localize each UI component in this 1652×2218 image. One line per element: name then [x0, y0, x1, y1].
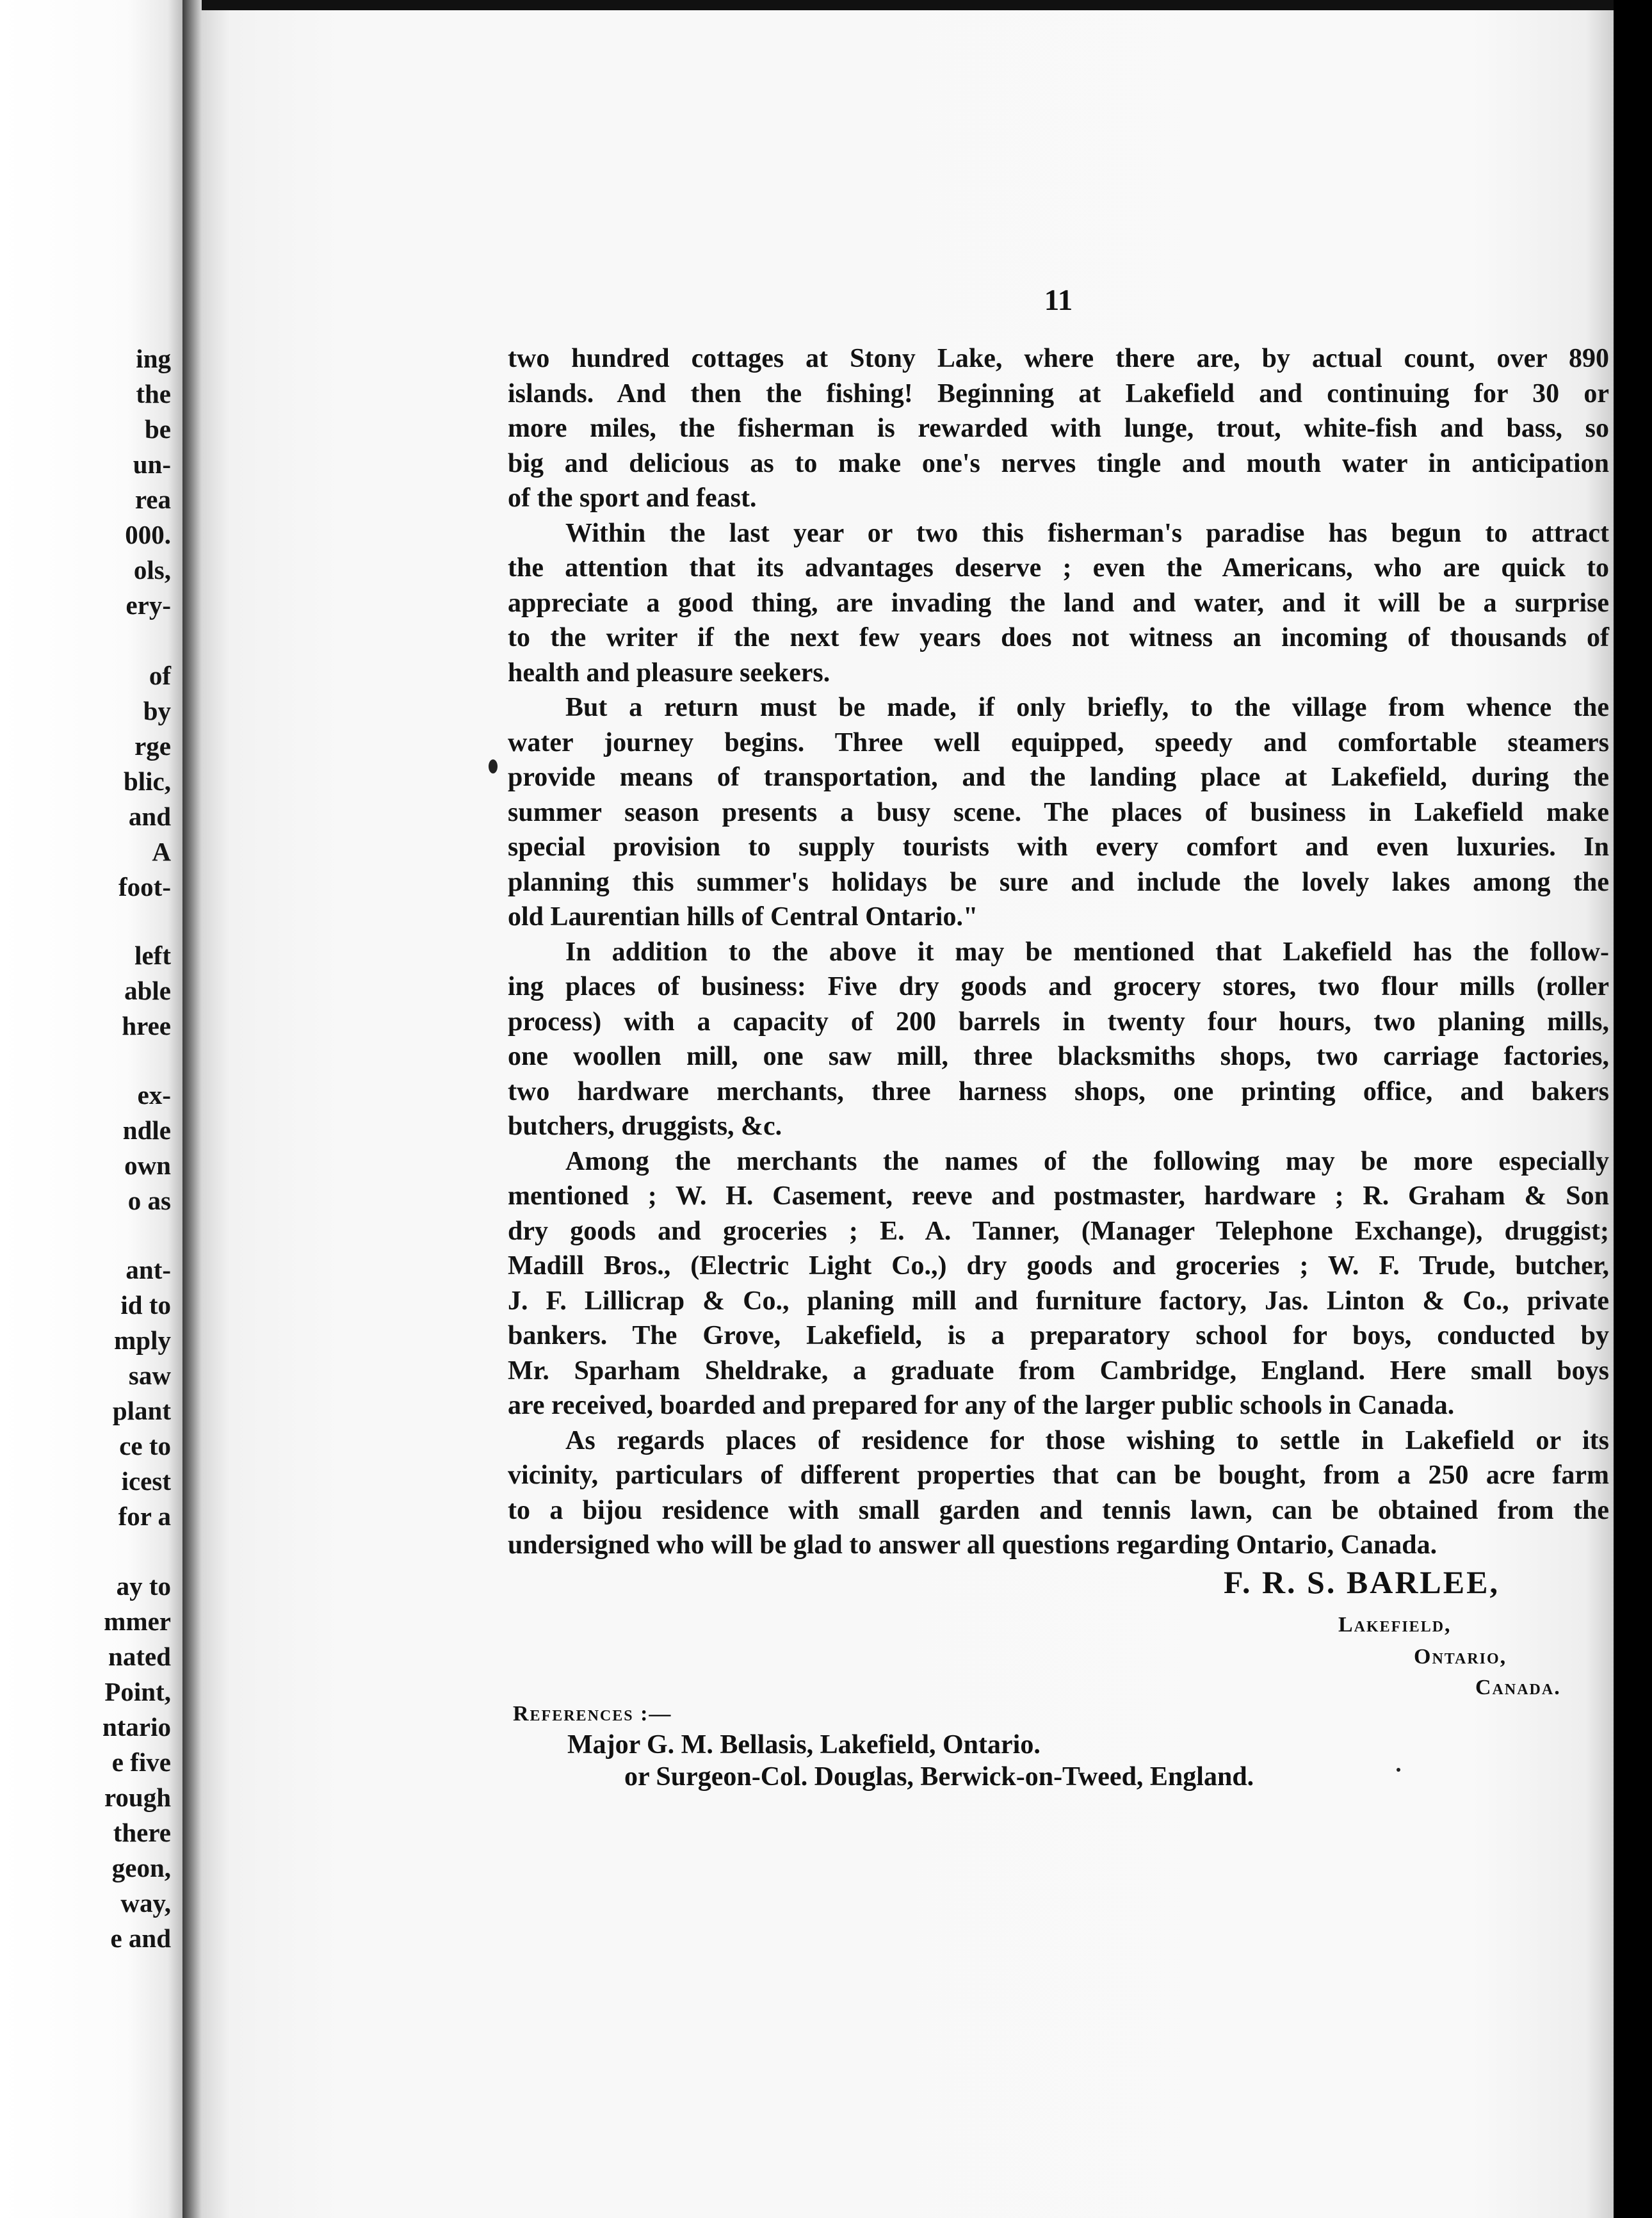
- text-line: to the writer if the next few years does not witness an incoming of thousands of: [508, 623, 1609, 652]
- text-line: mentioned ; W. H. Casement, reeve and postmaster, hardware ; R. Graham & Son: [508, 1181, 1609, 1211]
- text-line: ing places of business: Five dry goods and grocery stores, two flour mills (roller: [508, 972, 1609, 1001]
- left-page-fragment: geon,: [111, 1853, 171, 1882]
- left-page-fragment: id to: [120, 1290, 171, 1320]
- left-page-fragment: there: [113, 1818, 171, 1847]
- left-page-fragment: the: [136, 379, 171, 409]
- left-page-fragment: 000.: [125, 520, 171, 549]
- reference-line-2: or Surgeon-Col. Douglas, Berwick-on-Tweed, England.: [624, 1762, 1254, 1792]
- text-line: In addition to the above it may be mentioned that Lakefield has the follow-: [565, 937, 1609, 967]
- text-line: to a bijou residence with small garden and tennis lawn, can be obtained from the: [508, 1495, 1609, 1525]
- reference-line-1: Major G. M. Bellasis, Lakefield, Ontario.: [567, 1730, 1041, 1760]
- left-page-fragment: blic,: [123, 766, 171, 796]
- text-line: butchers, druggists, &c.: [508, 1112, 782, 1141]
- page-number: 11: [1044, 284, 1073, 317]
- left-page-fragment: nated: [108, 1642, 171, 1671]
- text-line: bankers. The Grove, Lakefield, is a preparatory school for boys, conducted by: [508, 1321, 1609, 1350]
- left-page-fragment: own: [124, 1151, 171, 1180]
- text-line: As regards places of residence for those wishing to settle in Lakefield or its: [565, 1425, 1609, 1455]
- left-page-fragment: able: [124, 976, 171, 1005]
- left-page-fragment: icest: [121, 1466, 171, 1496]
- text-line: two hardware merchants, three harness shops, one printing office, and bakers: [508, 1076, 1609, 1106]
- text-line: two hundred cottages at Stony Lake, where there are, by actual count, over 890: [508, 344, 1609, 373]
- ink-speck: [1397, 1768, 1400, 1772]
- left-page-fragment: ant-: [126, 1255, 171, 1284]
- page-gutter: [182, 0, 202, 2218]
- left-page-fragment: by: [143, 696, 171, 725]
- left-page-fragment: rge: [134, 731, 171, 761]
- text-line: Madill Bros., (Electric Light Co.,) dry goods and groceries ; W. F. Trude, butcher,: [508, 1251, 1609, 1281]
- left-page-fragment: left: [134, 941, 171, 970]
- text-line: islands. And then the fishing! Beginning at Lakefield and continuing for 30 or: [508, 378, 1609, 409]
- signature-country: Canada.: [1475, 1676, 1561, 1699]
- references-heading: References :—: [513, 1702, 672, 1726]
- left-page-fragment: rea: [134, 485, 171, 514]
- text-line: more miles, the fisherman is rewarded with lunge, trout, white-fish and bass, so: [508, 414, 1609, 443]
- text-line: vicinity, particulars of different properties that can be bought, from a 250 acre farm: [508, 1461, 1609, 1490]
- left-page-fragment: e and: [110, 1923, 171, 1953]
- left-page-fragment: ery-: [126, 590, 171, 620]
- left-page-fragment: rough: [104, 1783, 171, 1812]
- text-line: provide means of transportation, and the landing place at Lakefield, during the: [508, 763, 1609, 792]
- left-page-fragment: hree: [122, 1011, 171, 1040]
- left-page-fragment: mmer: [104, 1607, 171, 1636]
- text-line: of the sport and feast.: [508, 483, 757, 513]
- left-page-fragment: ols,: [133, 555, 171, 585]
- left-page-fragment: ce to: [119, 1431, 171, 1461]
- signature-town: Lakefield,: [1338, 1613, 1452, 1637]
- left-page-fragment: A: [152, 837, 171, 866]
- left-page-fragment: of: [149, 661, 171, 690]
- left-page-fragment: and: [128, 802, 171, 831]
- text-line: undersigned who will be glad to answer all questions regarding Ontario, Canada.: [508, 1530, 1437, 1560]
- body-text: [508, 341, 1609, 1563]
- left-page-fragment: un-: [133, 449, 171, 479]
- left-page-fragment: ing: [136, 344, 171, 373]
- document-page: [202, 0, 1614, 2218]
- text-line: process) with a capacity of 200 barrels in twenty four hours, two planing mills,: [508, 1007, 1609, 1037]
- text-line: special provision to supply tourists with every comfort and even luxuries. In: [508, 832, 1609, 862]
- text-line: Mr. Sparham Sheldrake, a graduate from Cambridge, England. Here small boys: [508, 1356, 1609, 1386]
- left-page-fragment: ex-: [137, 1080, 171, 1110]
- text-line: But a return must be made, if only briefly, to the village from whence the: [565, 693, 1609, 722]
- left-page-fragment: be: [145, 414, 171, 444]
- left-page-fragment: o as: [127, 1186, 171, 1215]
- text-line: Among the merchants the names of the following may be more especially: [565, 1146, 1609, 1176]
- text-line: one woollen mill, one saw mill, three blacksmiths shops, two carriage factories,: [508, 1042, 1609, 1071]
- left-page-fragment: ntario: [102, 1712, 171, 1742]
- left-page-fragment: ndle: [122, 1115, 171, 1145]
- left-page-fragment: Point,: [104, 1677, 171, 1706]
- text-line: Within the last year or two this fisherman's paradise has begun to attract: [565, 518, 1609, 548]
- text-line: planning this summer's holidays be sure and include the lovely lakes among the: [508, 867, 1609, 897]
- left-page-fragment: foot-: [118, 872, 171, 902]
- left-page-fragment: mply: [114, 1325, 171, 1355]
- text-line: are received, boarded and prepared for any of the larger public schools in Canada.: [508, 1391, 1455, 1420]
- left-page-fragment: plant: [112, 1396, 171, 1425]
- text-line: J. F. Lillicrap & Co., planing mill and furniture factory, Jas. Linton & Co., private: [508, 1286, 1609, 1316]
- left-page-fragment: ay to: [116, 1571, 171, 1601]
- text-line: dry goods and groceries ; E. A. Tanner, (Manager Telephone Exchange), druggist;: [508, 1216, 1609, 1246]
- signature-province: Ontario,: [1414, 1645, 1507, 1669]
- text-line: health and pleasure seekers.: [508, 658, 830, 688]
- facing-page-edge: [0, 0, 182, 2218]
- text-line: appreciate a good thing, are invading the land and water, and it will be a surprise: [508, 588, 1609, 618]
- text-line: summer season presents a busy scene. The places of business in Lakefield make: [508, 797, 1609, 827]
- text-line: old Laurentian hills of Central Ontario.": [508, 902, 978, 932]
- left-page-fragment: e five: [111, 1747, 171, 1777]
- text-line: big and delicious as to make one's nerves tingle and mouth water in anticipation: [508, 448, 1609, 478]
- left-page-fragment: for a: [118, 1502, 171, 1531]
- text-line: the attention that its advantages deserve ; even the Americans, who are quick to: [508, 553, 1609, 583]
- ink-speck: [489, 759, 498, 773]
- text-line: water journey begins. Three well equipped, speedy and comfortable steamers: [508, 727, 1609, 757]
- left-page-fragment: way,: [120, 1888, 171, 1918]
- left-page-fragment: saw: [128, 1361, 171, 1390]
- signature-name: F. R. S. BARLEE,: [1224, 1564, 1500, 1600]
